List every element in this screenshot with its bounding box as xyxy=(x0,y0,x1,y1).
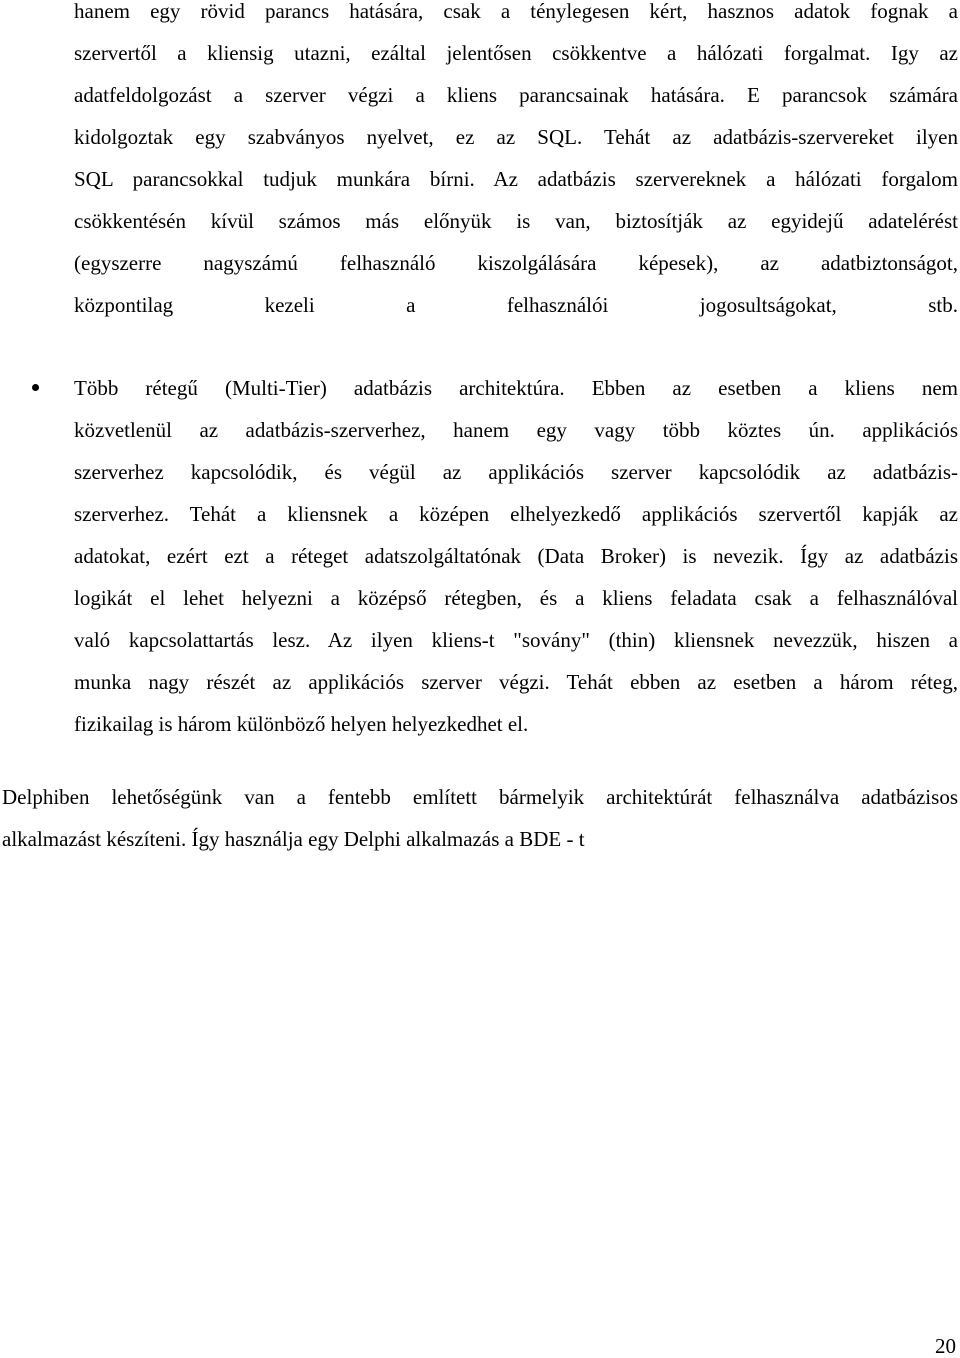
text-line: hanem egy rövid parancs hatására, csak a ténylegesen kért, hasznos adatok fognak a xyxy=(74,0,958,23)
paragraph-continuation xyxy=(74,0,958,326)
text-line: adatfeldolgozást a szerver végzi a kliens parancsainak hatására. E parancsok számára xyxy=(74,83,958,107)
text-line: való kapcsolattartás lesz. Az ilyen kliens-t "sovány" (thin) kliensnek nevezzük, hiszen a xyxy=(74,628,958,652)
text-line: fizikailag is három különböző helyen helyezkedhet el. xyxy=(74,712,529,736)
text-line: közvetlenül az adatbázis-szerverhez, hanem egy vagy több köztes ún. applikációs xyxy=(74,418,958,442)
text-line: alkalmazást készíteni. Így használja egy Delphi alkalmazás a BDE - t xyxy=(2,827,585,851)
text-line: kidolgoztak egy szabványos nyelvet, ez az SQL. Tehát az adatbázis-szervereket ilyen xyxy=(74,125,958,149)
text-line: adatokat, ezért ezt a réteget adatszolgáltatónak (Data Broker) is nevezik. Így az adatbázis xyxy=(74,544,958,568)
text-line: szerverhez. Tehát a kliensnek a középen elhelyezkedő applikációs szervertől kapják az xyxy=(74,502,958,526)
text-line: szerverhez kapcsolódik, és végül az applikációs szerver kapcsolódik az adatbázis- xyxy=(74,460,958,484)
text-line: munka nagy részét az applikációs szerver végzi. Tehát ebben az esetben a három réteg, xyxy=(74,670,958,694)
bullet-point xyxy=(32,384,39,391)
text-line: (egyszerre nagyszámú felhasználó kiszolgálására képesek), az adatbiztonságot, xyxy=(74,251,958,275)
bullet-item xyxy=(74,367,958,745)
text-line: Több rétegű (Multi-Tier) adatbázis architektúra. Ebben az esetben a kliens nem xyxy=(74,376,958,400)
text-line: Delphiben lehetőségünk van a fentebb említett bármelyik architektúrát felhasználva adatbázisos xyxy=(2,785,958,809)
text-line: szervertől a kliensig utazni, ezáltal jelentősen csökkentve a hálózati forgalmat. Igy az xyxy=(74,41,958,65)
page-number: 20 xyxy=(935,1334,956,1358)
text-line: csökkentésén kívül számos más előnyük is van, biztosítják az egyidejű adatelérést xyxy=(74,209,958,233)
text-line: SQL parancsokkal tudjuk munkára bírni. Az adatbázis szervereknek a hálózati forgalom xyxy=(74,167,958,191)
text-line: logikát el lehet helyezni a középső rétegben, és a kliens feladata csak a felhasználóval xyxy=(74,586,958,610)
text-line: központilag kezeli a felhasználói jogosultságokat, stb. xyxy=(74,293,958,317)
closing-paragraph xyxy=(2,776,958,860)
